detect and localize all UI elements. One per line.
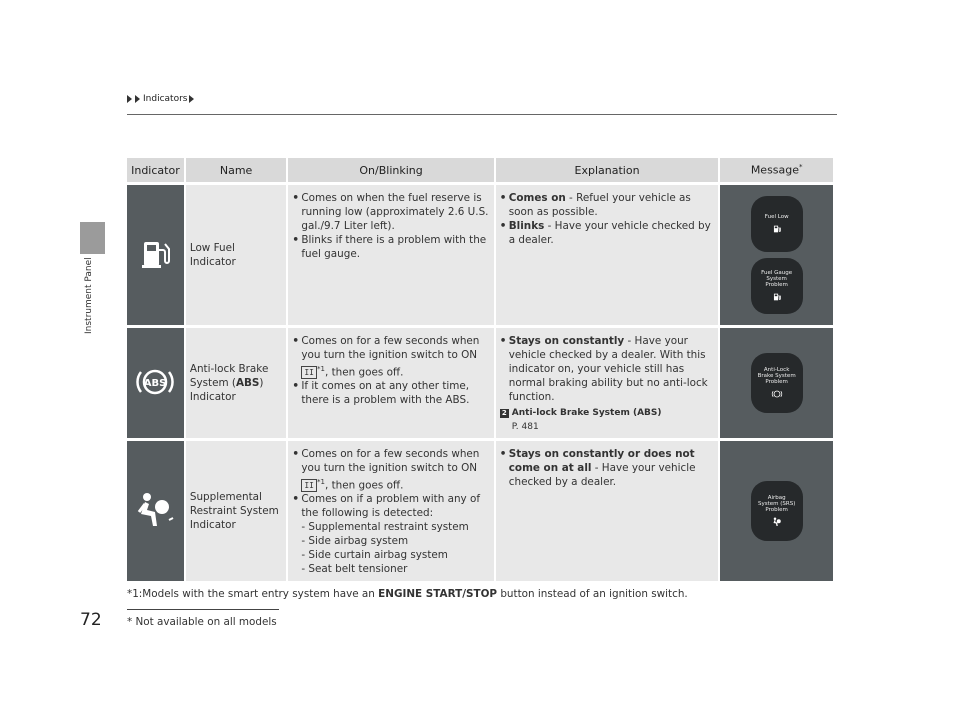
list-item [292,334,489,379]
sub-item: - Supplemental restraint system [301,521,469,534]
explanation-bold: Stays on constantly [508,335,625,347]
airbag-icon [772,517,782,527]
message-cell [720,328,833,438]
message-line: System [766,276,787,282]
header-name: Name [186,158,287,182]
explanation-text: - Have your vehicle checked by a dealer. [508,220,711,246]
name-line: Indicator [189,256,236,268]
breadcrumb-arrow-icon [189,95,194,103]
indicator-cell [127,185,184,325]
explanation-bold: Blinks [508,220,545,232]
cross-reference-link[interactable] [500,406,715,420]
explanation-cell [496,328,719,438]
message-display [751,196,803,252]
sub-item: - Side curtain airbag system [301,549,448,562]
message-line: Fuel Gauge [761,270,793,276]
list-item [500,334,715,404]
name-line: Restraint System [189,505,279,517]
table-row [127,441,833,581]
abs-icon [771,389,783,399]
explanation-bold: Comes on [508,192,566,204]
page-number: 72 [80,610,102,630]
svg-text:ABS: ABS [144,377,167,389]
on-blinking-cell [288,185,493,325]
table-header-row [127,158,833,182]
breadcrumb [127,94,195,104]
list-item: • Comes on when the fuel reserve is running low (approximately 2.6 U.S. gal./9.7 Liter left). [292,191,489,233]
indicator-cell [127,328,184,438]
chapter-tab [80,222,105,254]
fuel-pump-icon [772,224,782,234]
header-on-blinking: On/Blinking [288,158,493,182]
footnote-ref: *1 [317,478,325,486]
reference-title: Anti-lock Brake System (ABS) [511,408,662,418]
header-explanation: Explanation [496,158,719,182]
sub-item: - Side airbag system [301,535,409,548]
message-display [751,353,803,413]
list-item [500,219,715,247]
header-message [720,158,833,182]
message-line: Problem [765,507,788,513]
name-cell [186,328,287,438]
list-item [292,447,489,492]
list-text: Comes on for a few seconds when you turn the ignition switch to ON [301,448,480,474]
breadcrumb-label[interactable]: Indicators [143,94,188,104]
footnote-ref: *1 [317,365,325,373]
header-message-label: Message [750,163,800,177]
on-blinking-cell [288,441,493,581]
footnote-text: *1:Models with the smart entry system have an [127,588,379,600]
ignition-key-icon: II [301,366,317,379]
name-line: Low Fuel [189,242,235,254]
airbag-icon [135,490,175,530]
name-line: Indicator [189,519,236,531]
explanation-cell [496,185,719,325]
sub-item: - Seat belt tensioner [301,563,408,576]
name-cell [186,441,287,581]
list-item [292,492,489,576]
name-cell [186,185,287,325]
message-text [758,367,796,385]
fuel-pump-icon [772,292,782,302]
list-item: • If it comes on at any other time, there is a problem with the ABS. [292,379,489,407]
message-line: Brake System [757,373,796,379]
reference-arrow-icon: 2 [500,409,509,418]
divider [127,609,279,610]
table-row [127,328,833,438]
footnote [127,588,688,600]
message-text: Fuel Low [764,214,789,220]
fuel-pump-icon [137,236,173,272]
indicator-table [125,155,835,584]
name-line: Indicator [189,391,236,403]
table-row [127,185,833,325]
header-indicator: Indicator [127,158,184,182]
explanation-text: - Refuel your vehicle as soon as possible. [508,192,691,218]
header-message-mark: * [799,163,803,172]
explanation-text: - Have your vehicle checked by a dealer. [508,462,696,488]
message-cell [720,185,833,325]
message-text [758,495,795,513]
footnote-bold: ENGINE START/STOP [378,588,498,600]
explanation-text: - Have your vehicle checked by a dealer. With this indicator on, your vehicle still has normal braking ability but no anti-lock function. [508,335,708,403]
message-line: System (SRS) [757,501,796,507]
name-line: Anti-lock Brake [189,363,269,375]
list-text: Comes on if a problem with any of the following is detected: [301,493,481,520]
breadcrumb-arrow-icon [135,95,140,103]
name-line: Supplemental [189,491,262,503]
indicator-cell [127,441,184,581]
not-available-note: * Not available on all models [127,616,277,628]
message-text [761,270,792,288]
chapter-label: Instrument Panel [84,257,94,334]
explanation-bold: Stays on constantly or does not come on at all [508,448,695,474]
message-display [751,258,803,314]
message-cell [720,441,833,581]
header-rule [127,114,837,115]
reference-page: P. 481 [511,422,539,432]
explanation-cell [496,441,719,581]
list-item [500,447,715,489]
message-line: Problem [765,379,788,385]
message-line: Anti-Lock [763,367,790,373]
name-line [190,376,283,390]
list-item: • Blinks if there is a problem with the fuel gauge. [292,233,489,261]
abs-icon [133,365,177,399]
name-text: System ( [189,377,236,389]
list-text: Comes on for a few seconds when you turn the ignition switch to ON [301,335,480,361]
footnote-text: button instead of an ignition switch. [497,588,688,600]
on-blinking-cell [288,328,493,438]
message-line: Problem [765,282,788,288]
list-item [500,191,715,219]
list-text: , then goes off. [324,366,404,379]
message-line: Airbag [767,495,786,501]
list-text: , then goes off. [324,479,404,492]
name-bold: ABS [235,377,260,389]
name-text: ) [259,377,264,389]
message-display [751,481,803,541]
breadcrumb-arrow-icon [127,95,132,103]
ignition-key-icon: II [301,479,317,492]
